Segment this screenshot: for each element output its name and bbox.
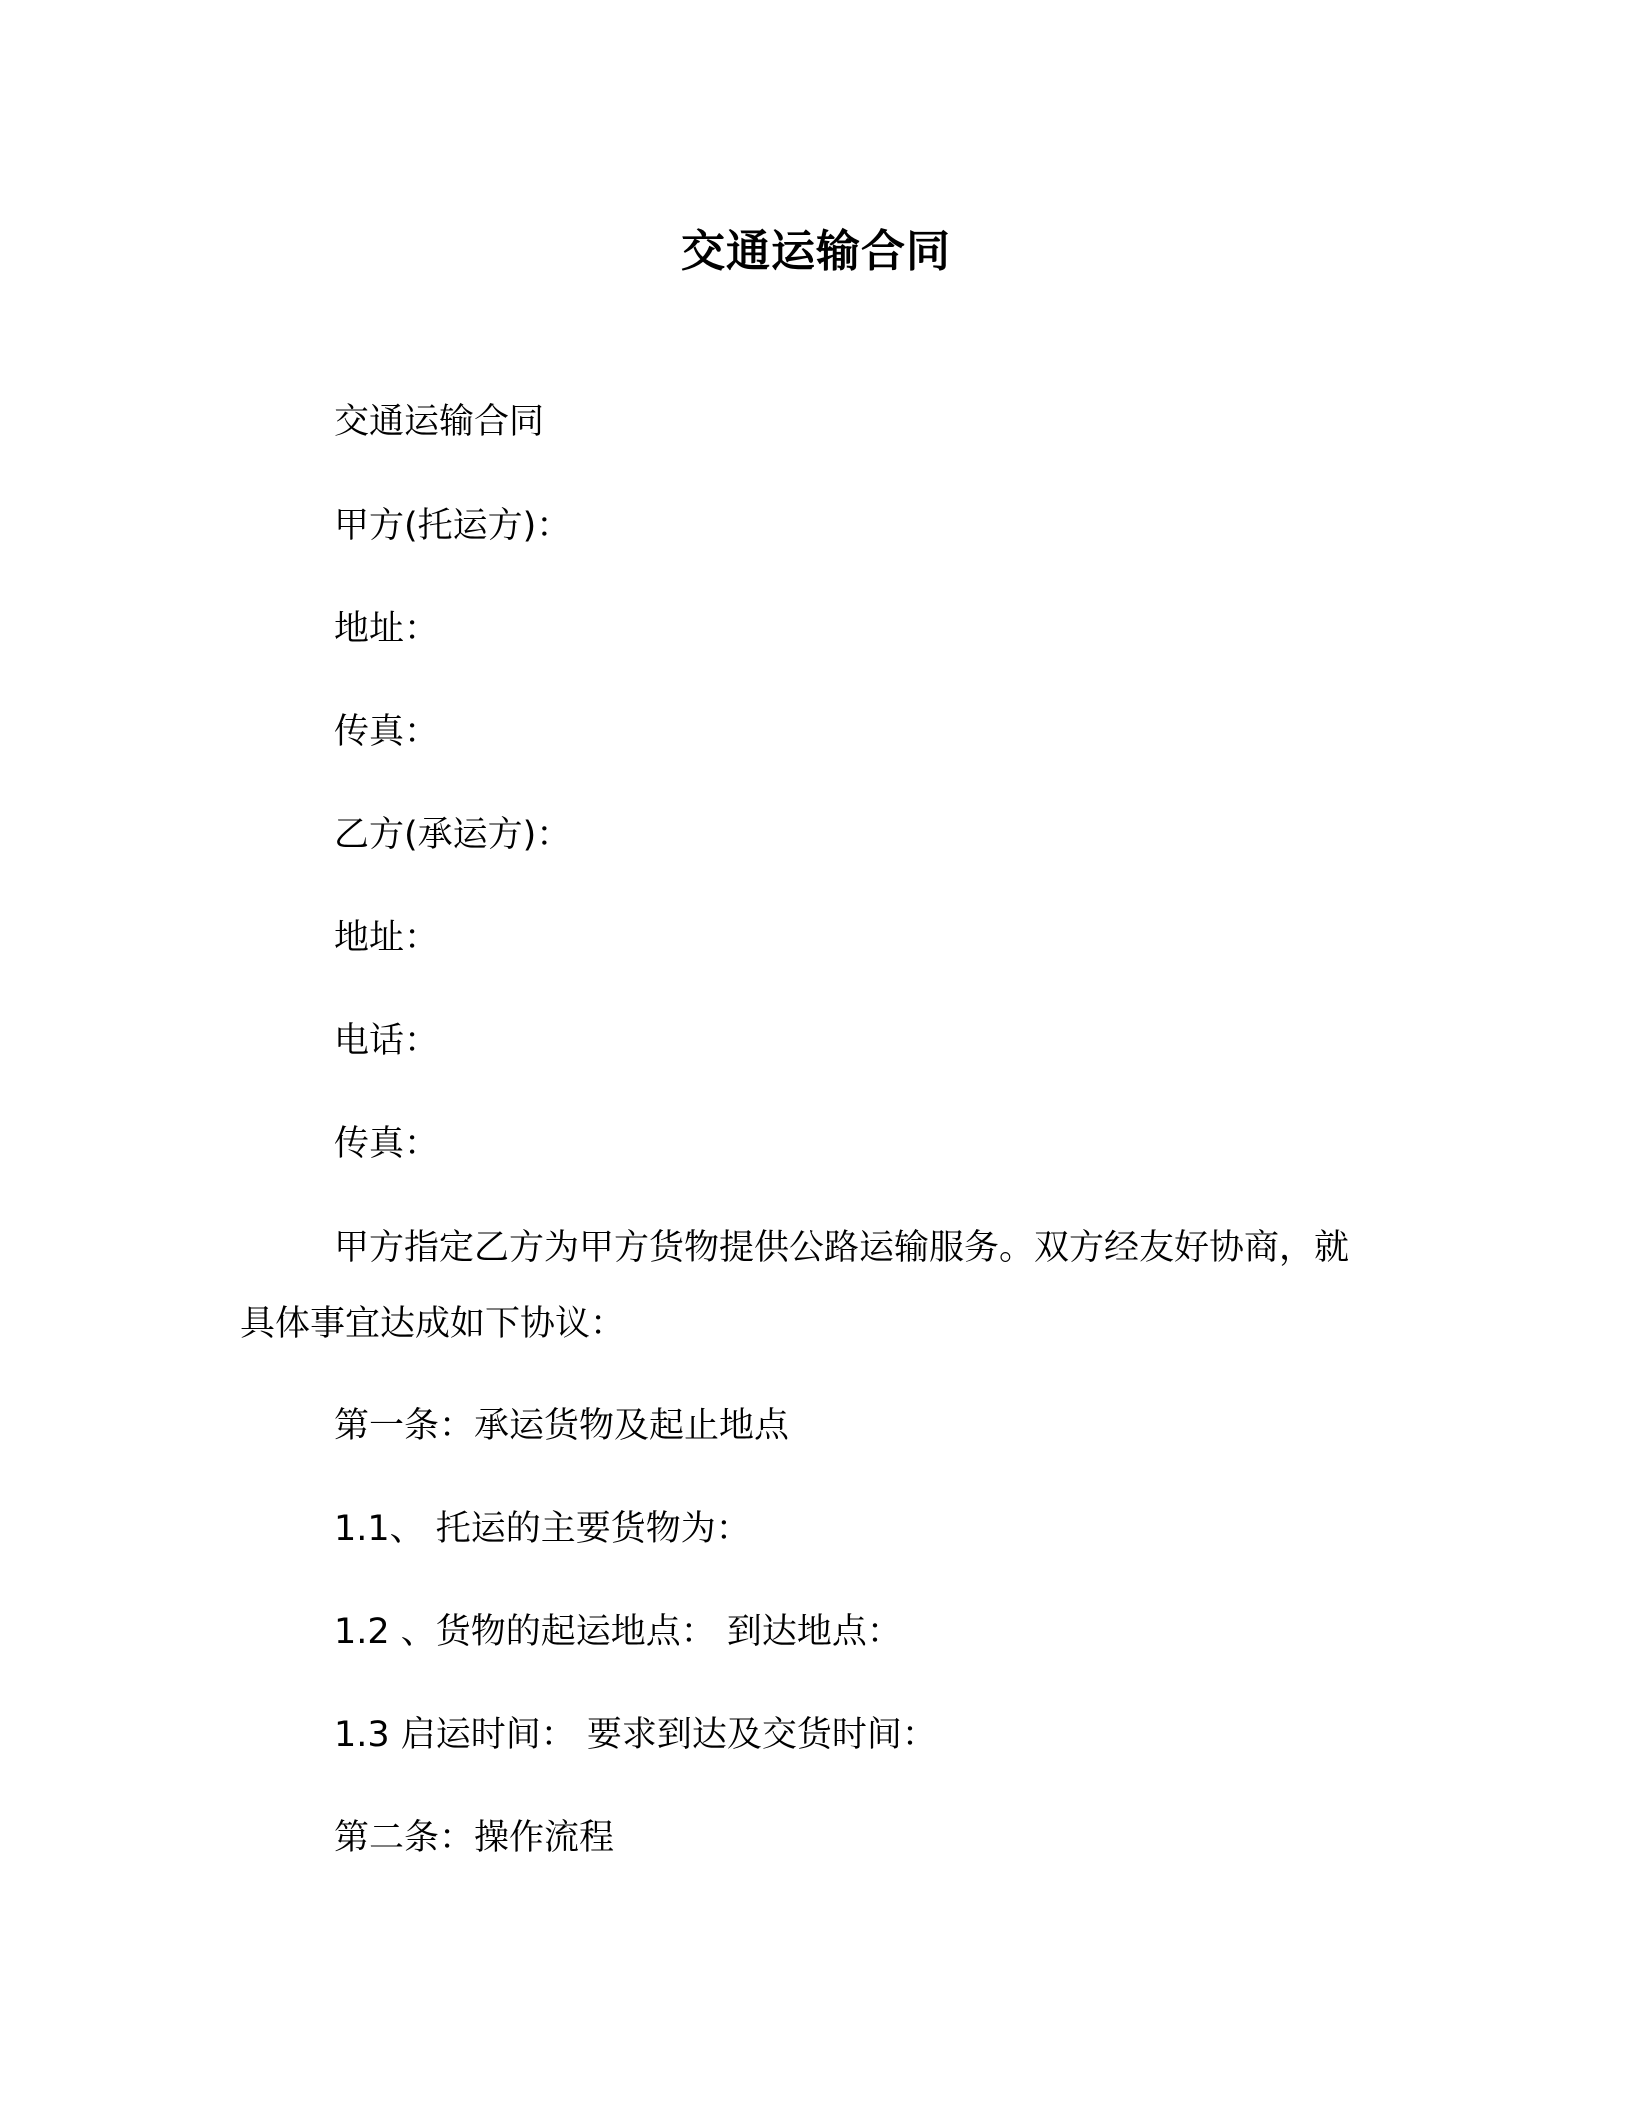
section-1-heading: 第一条：承运货物及起止地点 [334,1406,790,1446]
item-1-1: 1.1、 托运的主要货物为： [334,1509,751,1549]
item-1-3: 1.3 启运时间： 要求到达及交货时间： [334,1715,937,1755]
document-title: 交通运输合同 [681,226,951,277]
item-1-2: 1.2 、货物的起运地点： 到达地点： [334,1612,902,1652]
agreement-intro-paragraph: 甲方指定乙方为甲方货物提供公路运输服务。双方经友好协商，就具体事宜达成如下协议： [240,1228,1350,1344]
party-b-address-label: 地址： [334,918,440,958]
party-b-fax-label: 传真： [334,1124,440,1164]
contract-name-line: 交通运输合同 [334,402,545,442]
party-b-label: 乙方(承运方)： [334,815,572,855]
party-a-fax-label: 传真： [334,712,440,752]
party-a-label: 甲方(托运方)： [334,506,572,546]
party-b-phone-label: 电话： [334,1021,440,1061]
party-a-address-label: 地址： [334,609,440,649]
section-2-heading: 第二条：操作流程 [334,1818,615,1858]
